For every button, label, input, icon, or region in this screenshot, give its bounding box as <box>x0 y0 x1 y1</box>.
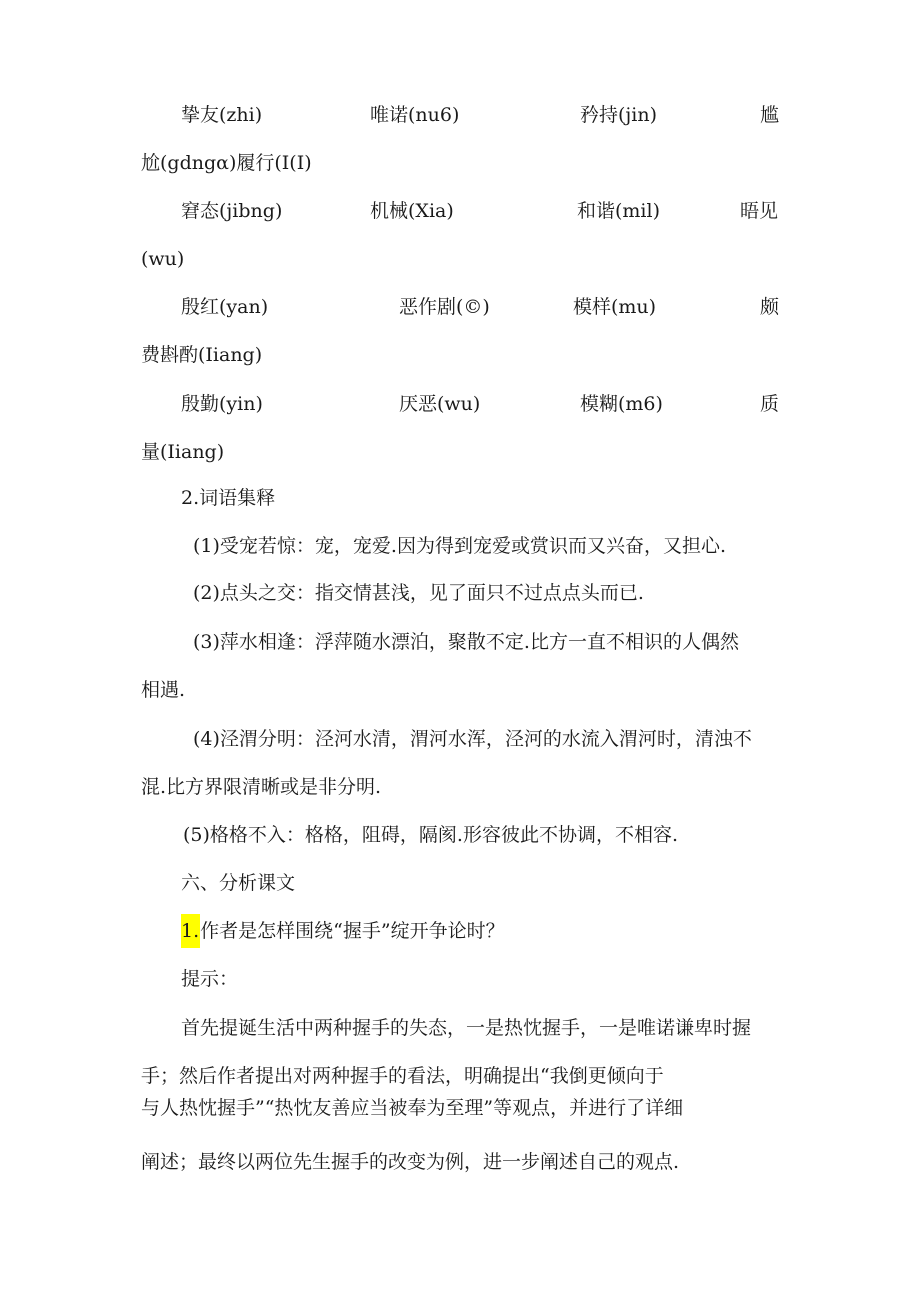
answer-paragraph-line: 首先提诞生活中两种握手的失态，一是热忱握手，一是唯诺谦卑时握 <box>181 1017 752 1039</box>
glossary-item: (2)点头之交：指交情甚浅，见了面只不过点点头而已. <box>193 582 644 604</box>
vocab-term: 唯诺(nu6) <box>370 104 460 126</box>
vocab-term: 尴 <box>760 104 780 126</box>
vocab-term: 机械(Xia) <box>370 200 454 222</box>
glossary-item-wrap: 相遇. <box>141 679 186 701</box>
vocab-term: 和谐(mil) <box>577 200 660 222</box>
section-heading: 2.词语集释 <box>181 487 276 509</box>
vocab-term-wrap: 量(Iiang) <box>141 441 225 463</box>
glossary-item-wrap: 混.比方界限清晰或是非分明. <box>141 776 382 798</box>
vocab-term-wrap: 费斟酌(Iiang) <box>141 344 263 366</box>
vocab-term: 矜持(jin) <box>580 104 658 126</box>
vocab-term: 晤见 <box>740 200 779 222</box>
glossary-item: (5)格格不入：格格，阻碍，隔阂.形容彼此不协调，不相容. <box>183 824 678 846</box>
vocab-term: 殷勤(yin) <box>181 393 263 415</box>
vocab-term-wrap: (wu) <box>141 248 185 270</box>
answer-paragraph-line: 手；然后作者提出对两种握手的看法，明确提出“我倒更倾向于 <box>141 1065 664 1087</box>
vocab-term: 殷红(yan) <box>181 296 269 318</box>
vocab-term: 模样(mu) <box>573 296 657 318</box>
glossary-item: (3)萍水相逢：浮萍随水漂泊，聚散不定.比方一直不相识的人偶然 <box>193 631 739 653</box>
vocab-term: 恶作剧(©) <box>399 296 490 318</box>
glossary-item: (1)受宠若惊：宠，宠爱.因为得到宠爱或赏识而又兴奋，又担心. <box>193 535 726 557</box>
question-number: 1. <box>181 914 200 948</box>
answer-paragraph-line: 与人热忱握手”“热忱友善应当被奉为至理”等观点，并进行了详细 <box>141 1097 684 1119</box>
question-text: 作者是怎样围绕“握手”绽开争论时？ <box>200 920 505 942</box>
vocab-term-wrap: 尬(gdngα)履行(I(I) <box>141 152 312 174</box>
answer-paragraph-line: 阐述；最终以两位先生握手的改变为例，进一步阐述自己的观点. <box>141 1151 680 1173</box>
question <box>181 919 505 943</box>
hint-label: 提示： <box>181 968 239 990</box>
vocab-term: 窘态(jibng) <box>181 200 283 222</box>
vocab-term: 厌恶(wu) <box>399 393 481 415</box>
section-heading: 六、分析课文 <box>181 872 296 894</box>
vocab-term: 挚友(zhi) <box>181 104 263 126</box>
vocab-term: 模糊(m6) <box>580 393 663 415</box>
glossary-item: (4)泾渭分明：泾河水清，渭河水浑，泾河的水流入渭河时，清浊不 <box>193 728 752 750</box>
vocab-term: 质 <box>760 393 780 415</box>
vocab-term: 颇 <box>760 296 780 318</box>
